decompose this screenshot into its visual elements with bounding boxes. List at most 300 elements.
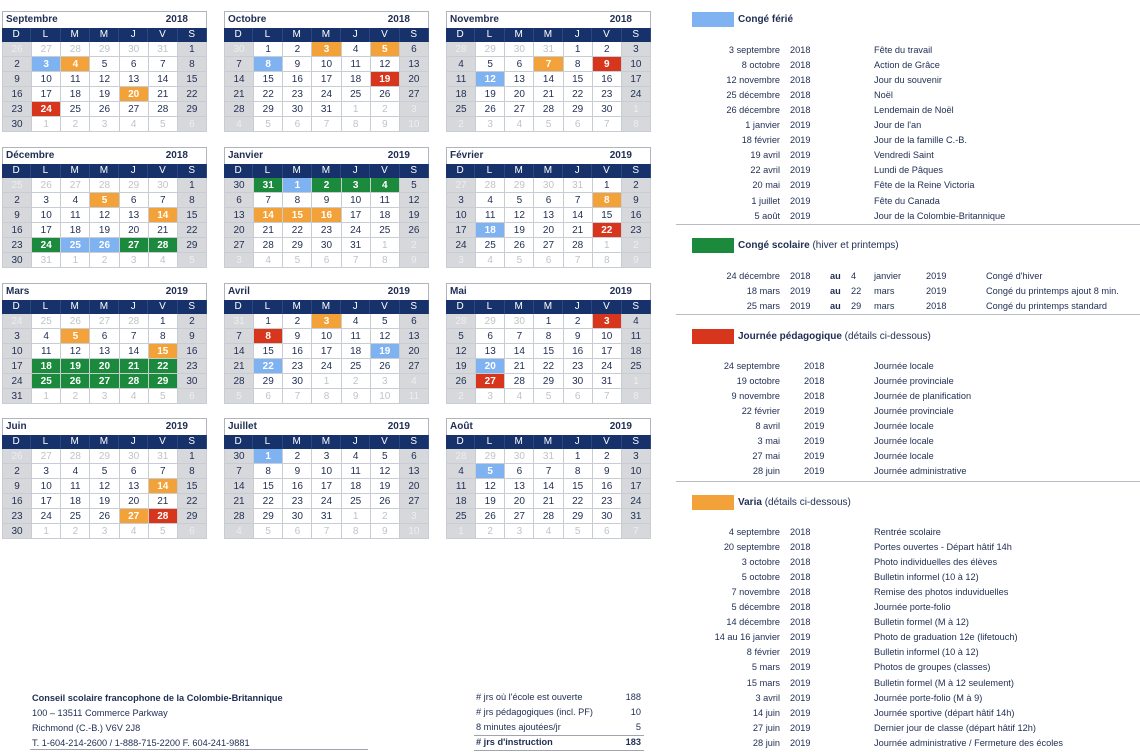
event-label: Bulletin formel (M à 12 seulement) bbox=[874, 677, 1014, 688]
day-cell: 28 bbox=[447, 449, 476, 464]
day-cell: 9 bbox=[593, 464, 622, 479]
day-cell: 13 bbox=[534, 208, 563, 223]
month-name: Mai bbox=[450, 286, 467, 297]
legend-varia-row bbox=[0, 586, 1140, 599]
day-cell: 30 bbox=[178, 374, 207, 389]
day-cell: 3 bbox=[447, 253, 476, 268]
month-name: Janvier bbox=[228, 150, 264, 161]
weekday-label: L bbox=[253, 300, 282, 314]
day-cell: 13 bbox=[120, 208, 149, 223]
day-cell: 3 bbox=[476, 117, 505, 132]
week-row bbox=[447, 314, 651, 329]
day-cell: 15 bbox=[283, 208, 312, 223]
legend-varia-row bbox=[0, 677, 1140, 690]
weekday-header-row bbox=[224, 28, 429, 42]
day-cell: 29 bbox=[564, 102, 593, 117]
day-cell: 17 bbox=[32, 223, 61, 238]
weekday-label: D bbox=[446, 28, 475, 42]
day-cell: 13 bbox=[505, 479, 534, 494]
day-cell: 6 bbox=[534, 253, 563, 268]
day-cell: 13 bbox=[120, 72, 149, 87]
day-cell: 15 bbox=[178, 208, 207, 223]
day-cell: 21 bbox=[564, 223, 593, 238]
day-cell: 2 bbox=[447, 117, 476, 132]
day-cell: 7 bbox=[593, 117, 622, 132]
day-cell: 20 bbox=[120, 494, 149, 509]
day-cell: 5 bbox=[149, 117, 178, 132]
month-year: 2018 bbox=[165, 150, 188, 161]
day-cell: 11 bbox=[447, 72, 476, 87]
day-cell: 11 bbox=[622, 329, 651, 344]
break-label: Congé d'hiver bbox=[986, 271, 1043, 281]
day-cell: 20 bbox=[120, 87, 149, 102]
weekday-label: D bbox=[446, 164, 475, 178]
day-cell: 10 bbox=[400, 524, 429, 539]
day-cell: 3 bbox=[90, 117, 119, 132]
day-cell: 14 bbox=[149, 208, 178, 223]
day-cell: 30 bbox=[505, 449, 534, 464]
day-cell: 20 bbox=[400, 479, 429, 494]
day-cell: 29 bbox=[476, 42, 505, 57]
day-cell: 15 bbox=[254, 344, 283, 359]
weekday-label: S bbox=[178, 164, 207, 178]
week-row bbox=[225, 329, 429, 344]
event-label: Bulletin informel (10 à 12) bbox=[874, 572, 979, 583]
weekday-label: M bbox=[312, 435, 341, 449]
day-cell: 12 bbox=[371, 464, 400, 479]
event-label: Fête du Canada bbox=[874, 195, 940, 206]
event-year: 2019 bbox=[790, 195, 811, 206]
day-cell: 4 bbox=[120, 389, 149, 404]
weekday-label: M bbox=[505, 435, 534, 449]
day-cell: 8 bbox=[534, 329, 563, 344]
address-line-2: Richmond (C.-B.) V6V 2J8 bbox=[32, 723, 141, 733]
day-cell: 18 bbox=[61, 223, 90, 238]
day-cell: 30 bbox=[225, 449, 254, 464]
day-cell: 28 bbox=[225, 102, 254, 117]
month-name: Juin bbox=[6, 421, 27, 432]
day-cell: 11 bbox=[32, 344, 61, 359]
month-name: Novembre bbox=[450, 14, 499, 25]
day-cell: 18 bbox=[61, 494, 90, 509]
day-cell: 7 bbox=[120, 329, 149, 344]
day-cell: 24 bbox=[312, 494, 341, 509]
day-cell: 9 bbox=[622, 193, 651, 208]
event-date: 5 décembre bbox=[731, 602, 780, 613]
day-cell: 4 bbox=[149, 253, 178, 268]
weekday-label: S bbox=[400, 164, 429, 178]
month-name: Juillet bbox=[228, 421, 257, 432]
day-cell: 16 bbox=[3, 223, 32, 238]
day-cell: 4 bbox=[32, 329, 61, 344]
day-cell: 27 bbox=[90, 314, 119, 329]
event-date: 20 mai bbox=[752, 180, 780, 191]
day-cell: 29 bbox=[534, 374, 563, 389]
day-cell: 25 bbox=[342, 87, 371, 102]
day-cell: 12 bbox=[476, 72, 505, 87]
day-cell: 5 bbox=[371, 314, 400, 329]
day-cell: 12 bbox=[90, 208, 119, 223]
day-cell: 5 bbox=[371, 42, 400, 57]
event-label: Journée administrative bbox=[874, 466, 967, 477]
day-cell: 4 bbox=[476, 193, 505, 208]
legend-varia-row bbox=[0, 616, 1140, 629]
day-cell: 31 bbox=[225, 314, 254, 329]
day-cell: 7 bbox=[149, 464, 178, 479]
day-cell: 11 bbox=[342, 464, 371, 479]
day-cell: 5 bbox=[564, 524, 593, 539]
day-cell: 15 bbox=[564, 72, 593, 87]
month-year: 2019 bbox=[165, 286, 188, 297]
day-cell: 14 bbox=[505, 344, 534, 359]
day-cell: 19 bbox=[61, 359, 90, 374]
legend-peda-row bbox=[0, 420, 1140, 433]
day-cell: 30 bbox=[283, 374, 312, 389]
event-date: 4 septembre bbox=[728, 527, 780, 537]
day-cell: 3 bbox=[90, 389, 119, 404]
day-cell: 19 bbox=[505, 223, 534, 238]
day-cell: 30 bbox=[120, 42, 149, 57]
weekday-label: V bbox=[148, 28, 177, 42]
day-cell: 1 bbox=[564, 449, 593, 464]
day-cell: 6 bbox=[476, 329, 505, 344]
day-cell: 7 bbox=[534, 57, 563, 72]
day-cell: 2 bbox=[90, 253, 119, 268]
day-cell: 26 bbox=[476, 102, 505, 117]
week-row bbox=[3, 329, 207, 344]
day-cell: 1 bbox=[312, 374, 341, 389]
day-cell: 31 bbox=[342, 238, 371, 253]
event-date: 26 décembre bbox=[726, 105, 780, 116]
event-year: 2018 bbox=[790, 617, 811, 628]
day-cell: 11 bbox=[61, 72, 90, 87]
end-year: 2019 bbox=[926, 286, 947, 296]
weekday-label: J bbox=[341, 28, 370, 42]
day-cell: 28 bbox=[61, 42, 90, 57]
day-cell: 19 bbox=[371, 344, 400, 359]
start-date: 18 mars bbox=[746, 286, 780, 296]
day-cell: 22 bbox=[564, 494, 593, 509]
day-cell: 3 bbox=[225, 253, 254, 268]
event-label: Rentrée scolaire bbox=[874, 527, 941, 537]
weekday-label: L bbox=[31, 300, 60, 314]
day-cell: 15 bbox=[178, 72, 207, 87]
event-date: 7 novembre bbox=[731, 587, 780, 598]
day-cell: 30 bbox=[564, 374, 593, 389]
phone-fax: T. 1-604-214-2600 / 1-888-715-2200 F. 604-241-9881 bbox=[32, 738, 250, 748]
day-cell: 6 bbox=[225, 193, 254, 208]
weekday-label: V bbox=[370, 28, 399, 42]
event-label: Fête du travail bbox=[874, 45, 933, 55]
day-cell: 26 bbox=[447, 374, 476, 389]
event-label: Jour de la Colombie-Britannique bbox=[874, 210, 1006, 221]
varia-swatch bbox=[692, 495, 734, 510]
day-cell: 25 bbox=[3, 178, 32, 193]
event-year: 2019 bbox=[790, 165, 811, 176]
event-date: 14 décembre bbox=[726, 617, 780, 628]
peda-swatch bbox=[692, 329, 734, 344]
stat-value: 5 bbox=[635, 722, 641, 732]
day-cell: 7 bbox=[283, 389, 312, 404]
event-date: 8 avril bbox=[755, 421, 780, 432]
day-cell: 5 bbox=[178, 253, 207, 268]
day-cell: 29 bbox=[283, 238, 312, 253]
start-year: 2018 bbox=[790, 271, 811, 281]
event-label: Remise des photos induviduelles bbox=[874, 587, 1009, 598]
day-cell: 1 bbox=[178, 178, 207, 193]
day-cell: 14 bbox=[564, 208, 593, 223]
day-cell: 13 bbox=[225, 208, 254, 223]
month-year: 2018 bbox=[165, 14, 188, 25]
day-cell: 27 bbox=[120, 102, 149, 117]
day-cell: 30 bbox=[312, 238, 341, 253]
event-date: 12 novembre bbox=[726, 75, 780, 86]
day-cell: 1 bbox=[32, 524, 61, 539]
event-year: 2018 bbox=[790, 105, 811, 116]
weekday-label: J bbox=[341, 300, 370, 314]
day-cell: 2 bbox=[593, 449, 622, 464]
day-cell: 9 bbox=[3, 479, 32, 494]
day-cell: 23 bbox=[3, 102, 32, 117]
day-cell: 19 bbox=[447, 359, 476, 374]
day-cell: 4 bbox=[622, 314, 651, 329]
day-cell: 21 bbox=[225, 494, 254, 509]
day-cell: 1 bbox=[593, 238, 622, 253]
day-cell: 1 bbox=[254, 314, 283, 329]
day-cell: 14 bbox=[225, 479, 254, 494]
day-cell: 7 bbox=[312, 117, 341, 132]
day-cell: 28 bbox=[120, 374, 149, 389]
day-cell: 27 bbox=[32, 449, 61, 464]
day-cell: 22 bbox=[178, 87, 207, 102]
day-cell: 12 bbox=[90, 479, 119, 494]
day-cell: 1 bbox=[622, 102, 651, 117]
weekday-label: L bbox=[475, 164, 504, 178]
day-cell: 11 bbox=[342, 329, 371, 344]
day-cell: 6 bbox=[178, 389, 207, 404]
event-label: Portes ouvertes - Départ hâtif 14h bbox=[874, 542, 1012, 553]
day-cell: 9 bbox=[400, 253, 429, 268]
weekday-label: V bbox=[370, 300, 399, 314]
weekday-label: D bbox=[224, 28, 253, 42]
event-year: 2018 bbox=[790, 75, 811, 86]
day-cell: 6 bbox=[283, 117, 312, 132]
day-cell: 28 bbox=[505, 374, 534, 389]
weekday-label: M bbox=[505, 164, 534, 178]
day-cell: 8 bbox=[178, 193, 207, 208]
event-label: Fête de la Reine Victoria bbox=[874, 180, 975, 191]
legend-ferie-row bbox=[0, 134, 1140, 147]
day-cell: 15 bbox=[564, 479, 593, 494]
event-year: 2018 bbox=[790, 542, 811, 553]
day-cell: 7 bbox=[149, 57, 178, 72]
day-cell: 13 bbox=[400, 464, 429, 479]
weekday-label: J bbox=[119, 28, 148, 42]
weekday-label: M bbox=[534, 164, 563, 178]
event-date: 3 octobre bbox=[741, 557, 780, 568]
weekday-label: V bbox=[148, 300, 177, 314]
event-year: 2019 bbox=[790, 647, 811, 658]
day-cell: 19 bbox=[90, 223, 119, 238]
event-date: 24 septembre bbox=[723, 361, 780, 371]
day-cell: 2 bbox=[3, 57, 32, 72]
day-cell: 6 bbox=[400, 42, 429, 57]
day-cell: 31 bbox=[593, 374, 622, 389]
event-year: 2019 bbox=[804, 406, 825, 417]
day-cell: 23 bbox=[593, 87, 622, 102]
weekday-label: V bbox=[148, 164, 177, 178]
footer-divider bbox=[30, 749, 368, 750]
day-cell: 31 bbox=[254, 178, 283, 193]
stat-label: # jrs pédagogiques (incl. PF) bbox=[476, 707, 593, 717]
stat-value: 183 bbox=[625, 737, 641, 747]
range-sep: au bbox=[830, 286, 841, 296]
end-day: 4 bbox=[851, 271, 857, 281]
legend-varia-row bbox=[0, 646, 1140, 659]
day-cell: 3 bbox=[622, 42, 651, 57]
day-cell: 2 bbox=[564, 314, 593, 329]
event-year: 2018 bbox=[790, 602, 811, 613]
day-cell: 6 bbox=[400, 449, 429, 464]
event-date: 9 novembre bbox=[731, 391, 780, 402]
day-cell: 16 bbox=[593, 479, 622, 494]
month-name: Août bbox=[450, 421, 473, 432]
day-cell: 2 bbox=[342, 374, 371, 389]
day-cell: 24 bbox=[32, 238, 61, 253]
day-cell: 4 bbox=[371, 178, 400, 193]
day-cell: 15 bbox=[254, 479, 283, 494]
day-cell: 5 bbox=[90, 464, 119, 479]
weekday-label: M bbox=[90, 435, 119, 449]
legend-ferie-row bbox=[0, 164, 1140, 177]
weekday-label: M bbox=[312, 28, 341, 42]
weekday-label: M bbox=[534, 28, 563, 42]
day-cell: 10 bbox=[622, 57, 651, 72]
weekday-label: M bbox=[534, 300, 563, 314]
event-date: 8 octobre bbox=[741, 60, 780, 71]
event-date: 1 juillet bbox=[751, 195, 780, 206]
day-cell: 7 bbox=[564, 193, 593, 208]
day-cell: 3 bbox=[32, 464, 61, 479]
month-year: 2018 bbox=[387, 14, 410, 25]
day-cell: 25 bbox=[447, 102, 476, 117]
event-label: Photos de groupes (classes) bbox=[874, 662, 991, 673]
day-cell: 3 bbox=[32, 57, 61, 72]
day-cell: 16 bbox=[3, 87, 32, 102]
event-label: Jour de l'an bbox=[874, 120, 922, 131]
day-cell: 1 bbox=[254, 449, 283, 464]
weekday-label: M bbox=[312, 164, 341, 178]
start-year: 2019 bbox=[790, 286, 811, 296]
day-cell: 21 bbox=[534, 494, 563, 509]
end-year: 2019 bbox=[926, 271, 947, 281]
weekday-label: V bbox=[592, 28, 621, 42]
day-cell: 12 bbox=[371, 57, 400, 72]
month-name: Décembre bbox=[6, 150, 55, 161]
day-cell: 6 bbox=[120, 193, 149, 208]
day-cell: 1 bbox=[371, 238, 400, 253]
day-cell: 27 bbox=[505, 509, 534, 524]
day-cell: 12 bbox=[476, 479, 505, 494]
day-cell: 2 bbox=[61, 389, 90, 404]
day-cell: 9 bbox=[3, 72, 32, 87]
weekday-label: L bbox=[31, 28, 60, 42]
day-cell: 11 bbox=[371, 193, 400, 208]
week-row bbox=[225, 479, 429, 494]
day-cell: 10 bbox=[32, 208, 61, 223]
event-label: Journée locale bbox=[874, 436, 934, 447]
day-cell: 3 bbox=[400, 102, 429, 117]
day-cell: 9 bbox=[312, 193, 341, 208]
legend-ferie-row bbox=[0, 179, 1140, 192]
day-cell: 8 bbox=[342, 117, 371, 132]
day-cell: 27 bbox=[90, 374, 119, 389]
event-year: 2019 bbox=[790, 180, 811, 191]
event-year: 2019 bbox=[790, 135, 811, 146]
weekday-label: S bbox=[622, 28, 651, 42]
weekday-label: M bbox=[505, 28, 534, 42]
day-cell: 5 bbox=[90, 57, 119, 72]
stat-label: 8 minutes ajoutées/jr bbox=[476, 722, 561, 732]
event-date: 1 janvier bbox=[745, 120, 780, 131]
day-cell: 13 bbox=[120, 479, 149, 494]
weekday-label: L bbox=[253, 164, 282, 178]
day-cell: 29 bbox=[90, 449, 119, 464]
day-cell: 26 bbox=[476, 509, 505, 524]
day-cell: 23 bbox=[564, 359, 593, 374]
week-row bbox=[225, 223, 429, 238]
day-cell: 17 bbox=[622, 479, 651, 494]
day-cell: 9 bbox=[371, 117, 400, 132]
weekday-label: S bbox=[622, 435, 651, 449]
legend-scolaire-row bbox=[0, 300, 1140, 313]
day-cell: 1 bbox=[564, 42, 593, 57]
day-cell: 2 bbox=[312, 178, 341, 193]
day-cell: 28 bbox=[534, 102, 563, 117]
day-cell: 7 bbox=[312, 524, 341, 539]
day-cell: 16 bbox=[283, 479, 312, 494]
day-cell: 22 bbox=[283, 223, 312, 238]
day-cell: 11 bbox=[476, 208, 505, 223]
day-cell: 25 bbox=[342, 494, 371, 509]
weekday-label: S bbox=[622, 164, 651, 178]
day-cell: 4 bbox=[61, 464, 90, 479]
day-cell: 10 bbox=[622, 464, 651, 479]
weekday-label: V bbox=[592, 435, 621, 449]
day-cell: 11 bbox=[61, 479, 90, 494]
day-cell: 4 bbox=[225, 524, 254, 539]
day-cell: 29 bbox=[254, 374, 283, 389]
day-cell: 18 bbox=[342, 344, 371, 359]
week-row bbox=[447, 494, 651, 509]
day-cell: 5 bbox=[447, 329, 476, 344]
range-sep: au bbox=[830, 271, 841, 281]
weekday-label: J bbox=[563, 164, 592, 178]
day-cell: 8 bbox=[371, 253, 400, 268]
event-year: 2019 bbox=[790, 677, 811, 688]
day-cell: 31 bbox=[564, 178, 593, 193]
day-cell: 1 bbox=[254, 42, 283, 57]
day-cell: 4 bbox=[254, 253, 283, 268]
day-cell: 24 bbox=[622, 87, 651, 102]
stat-row bbox=[0, 691, 1140, 704]
day-cell: 15 bbox=[254, 72, 283, 87]
day-cell: 19 bbox=[90, 87, 119, 102]
day-cell: 25 bbox=[622, 359, 651, 374]
day-cell: 9 bbox=[178, 329, 207, 344]
event-label: Journée provinciale bbox=[874, 406, 954, 417]
day-cell: 18 bbox=[371, 208, 400, 223]
